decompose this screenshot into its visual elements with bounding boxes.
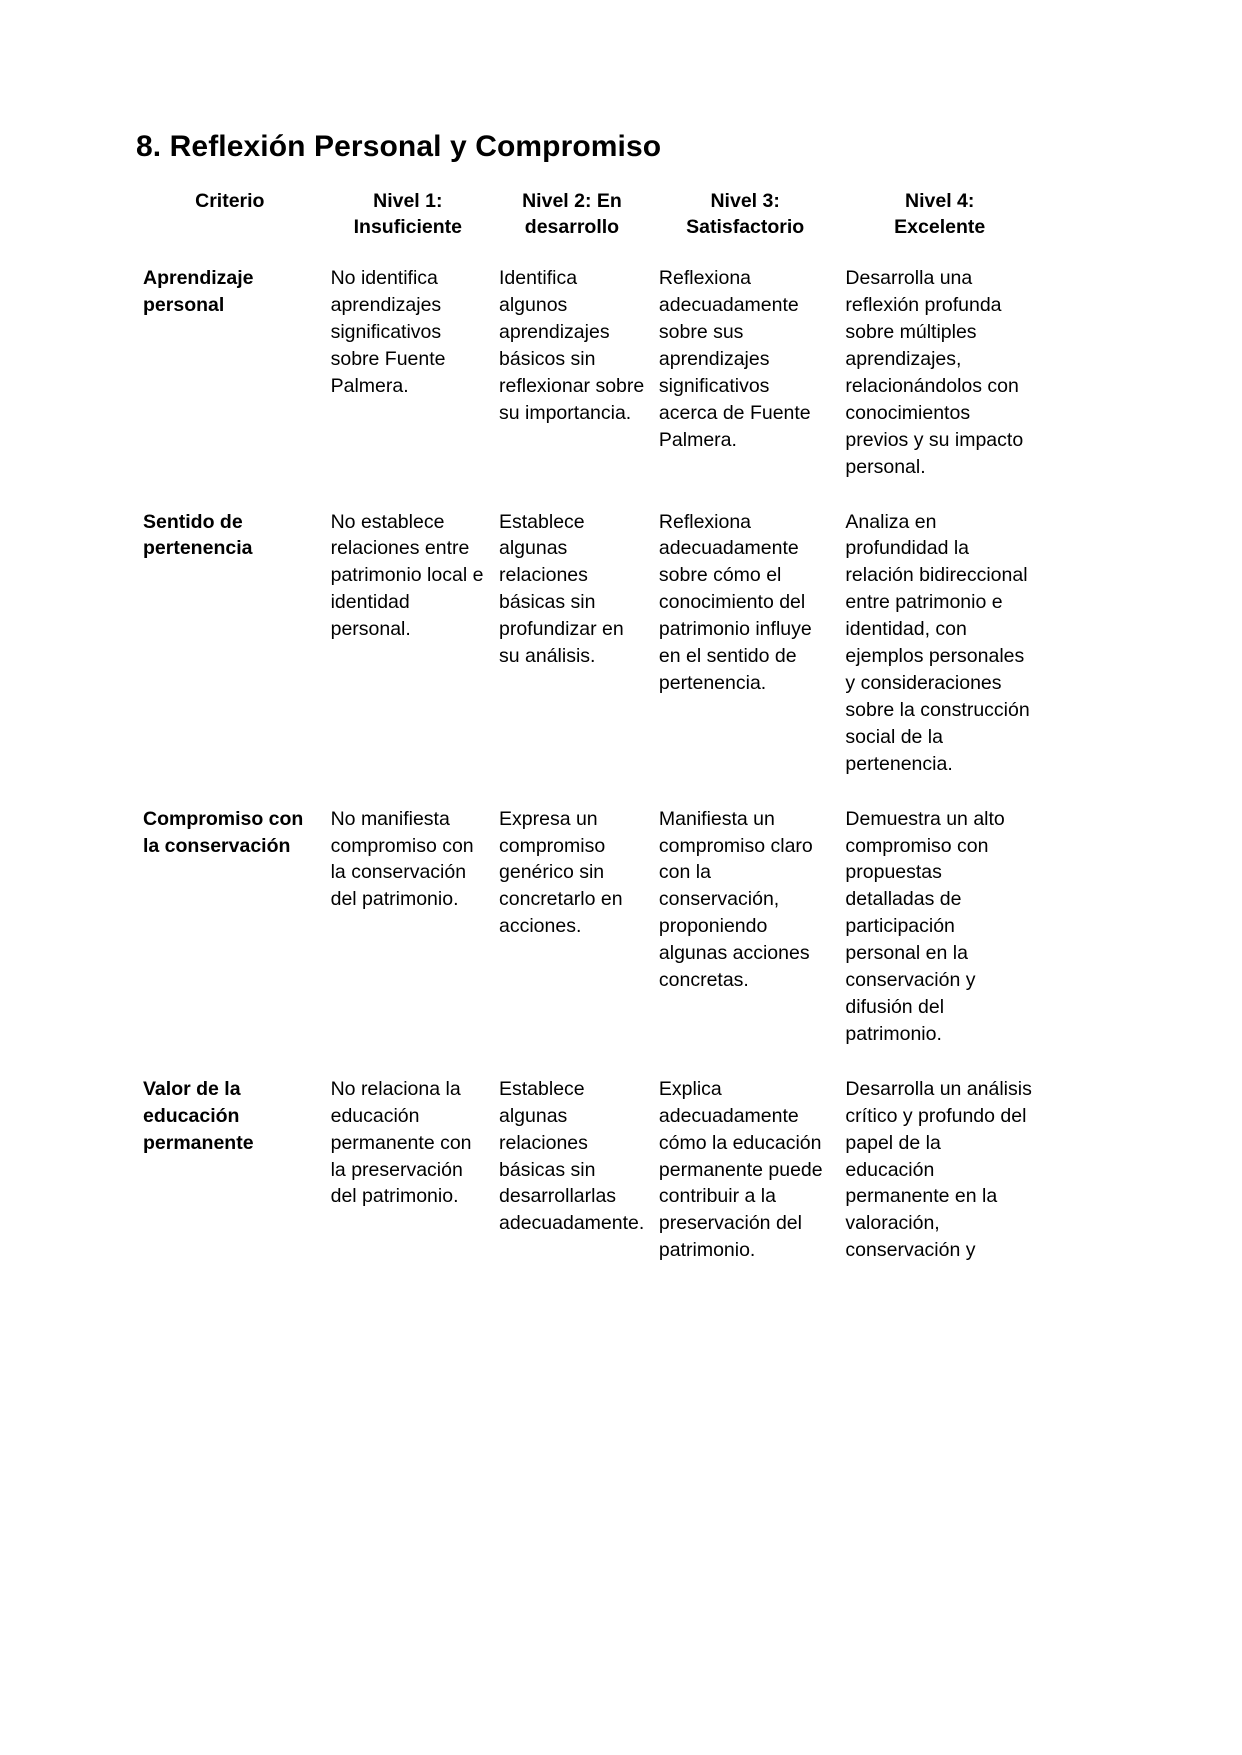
level-1-cell: No manifiesta compromiso con la conservación del patrimonio. xyxy=(330,807,474,911)
table-row xyxy=(143,1076,1048,1292)
table-row xyxy=(143,509,1048,806)
table-body xyxy=(143,265,1048,1292)
column-header-nivel-2-line1: Nivel 2: En xyxy=(522,189,622,212)
table-row xyxy=(143,265,1048,508)
level-1-cell: No establece relaciones entre patrimonio local e identidad personal. xyxy=(330,510,484,641)
level-2-cell: Establece algunas relaciones básicas sin desarrollarlas adecuadamente. xyxy=(499,1077,645,1235)
column-header-nivel-1-line2: Insuficiente xyxy=(353,216,462,239)
column-header-nivel-4-line2: Excelente xyxy=(894,216,986,239)
level-4-cell: Desarrolla una reflexión profunda sobre múltiples aprendizajes, relacionándolos con conocimientos previos y su impacto personal. xyxy=(845,267,1024,478)
criterion-cell: Compromiso con la conservación xyxy=(143,807,304,857)
table-header xyxy=(143,188,1048,266)
level-2-cell: Identifica algunos aprendizajes básicos sin reflexionar sobre su importancia. xyxy=(499,267,645,424)
level-4-cell: Desarrolla un análisis crítico y profundo del papel de la educación permanente en la valoración, conservación y xyxy=(845,1077,1032,1262)
column-header-nivel-3-line2: Satisfactorio xyxy=(686,216,805,239)
rubric-table xyxy=(143,188,1048,1293)
level-1-cell: No relaciona la educación permanente con la preservación del patrimonio. xyxy=(330,1077,472,1208)
column-header-nivel-4-line1: Nivel 4: xyxy=(905,189,975,212)
column-header-nivel-3-line1: Nivel 3: xyxy=(710,189,780,212)
level-3-cell: Explica adecuadamente cómo la educación permanente puede contribuir a la preservación del patrimonio. xyxy=(658,1077,823,1262)
column-header-nivel-1-line1: Nivel 1: xyxy=(373,189,443,212)
level-3-cell: Reflexiona adecuadamente sobre cómo el conocimiento del patrimonio influye en el sentido de pertenencia. xyxy=(658,510,812,694)
level-3-cell: Reflexiona adecuadamente sobre sus aprendizajes significativos acerca de Fuente Palmera. xyxy=(658,267,811,451)
level-4-cell: Demuestra un alto compromiso con propuestas detalladas de participación personal en la conservación y difusión del patrimonio. xyxy=(845,807,1005,1045)
column-header-nivel-4 xyxy=(845,188,1048,266)
column-header-criterio xyxy=(143,188,331,266)
table-header-row xyxy=(143,188,1048,266)
column-header-nivel-2-line2: desarrollo xyxy=(524,216,620,239)
level-4-cell: Analiza en profundidad la relación bidireccional entre patrimonio e identidad, con ejemplos personales y consideraciones sobre la construcción social de la pertenencia. xyxy=(845,510,1030,775)
level-1-cell: No identifica aprendizajes significativos sobre Fuente Palmera. xyxy=(330,267,446,397)
column-header-criterio-line1: Criterio xyxy=(195,189,265,212)
level-2-cell: Establece algunas relaciones básicas sin profundizar en su análisis. xyxy=(499,510,624,668)
criterion-cell: Aprendizaje personal xyxy=(143,267,254,317)
table-row xyxy=(143,806,1048,1076)
level-3-cell: Manifiesta un compromiso claro con la conservación, proponiendo algunas acciones concretas. xyxy=(658,807,813,992)
column-header-nivel-1 xyxy=(331,188,499,266)
page-title: 8. Reflexión Personal y Compromiso xyxy=(136,130,662,163)
column-header-nivel-2 xyxy=(499,188,659,266)
column-header-nivel-3 xyxy=(659,188,846,266)
criterion-cell: Sentido de pertenencia xyxy=(143,510,253,560)
level-2-cell: Expresa un compromiso genérico sin concretarlo en acciones. xyxy=(499,807,623,938)
criterion-cell: Valor de la educación permanente xyxy=(143,1077,254,1154)
